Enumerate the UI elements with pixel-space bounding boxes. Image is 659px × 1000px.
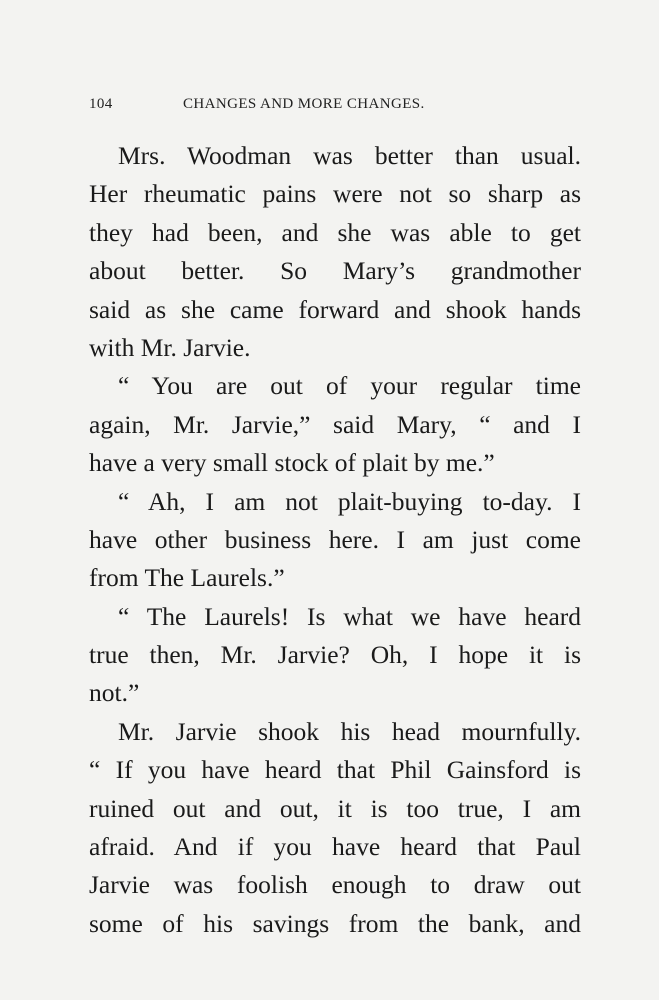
text-line: with Mr. Jarvie.: [89, 332, 251, 362]
text-line: “ If you have heard that Phil Gainsford is: [89, 755, 581, 785]
text-line: said as she came forward and shook hands: [89, 294, 581, 324]
text-line: ruined out and out, it is too true, I am: [89, 793, 581, 823]
text-line: “ The Laurels! Is what we have heard: [118, 601, 581, 631]
running-head: [89, 96, 489, 120]
running-title: CHANGES AND MORE CHANGES.: [183, 96, 425, 112]
text-line: from The Laurels.”: [89, 563, 285, 593]
text-line: Jarvie was foolish enough to draw out: [89, 870, 581, 900]
text-line: Her rheumatic pains were not so sharp as: [89, 179, 581, 209]
text-line: have a very small stock of plait by me.”: [89, 448, 495, 478]
text-line: again, Mr. Jarvie,” said Mary, “ and I: [89, 409, 581, 439]
text-line: afraid. And if you have heard that Paul: [89, 832, 581, 862]
text-line: Mr. Jarvie shook his head mournfully.: [118, 716, 581, 746]
text-line: “ Ah, I am not plait-buying to-day. I: [118, 486, 581, 516]
text-line: have other business here. I am just come: [89, 524, 581, 554]
page-number: 104: [89, 96, 113, 112]
text-line: Mrs. Woodman was better than usual.: [118, 141, 581, 170]
text-line: they had been, and she was able to get: [89, 217, 581, 247]
text-line: about better. So Mary’s grandmother: [89, 256, 581, 286]
body-text: [89, 137, 581, 943]
text-line: some of his savings from the bank, and: [89, 908, 581, 938]
text-line: true then, Mr. Jarvie? Oh, I hope it is: [89, 640, 581, 670]
text-line: not.”: [89, 678, 140, 708]
text-line: “ You are out of your regular time: [118, 371, 581, 401]
